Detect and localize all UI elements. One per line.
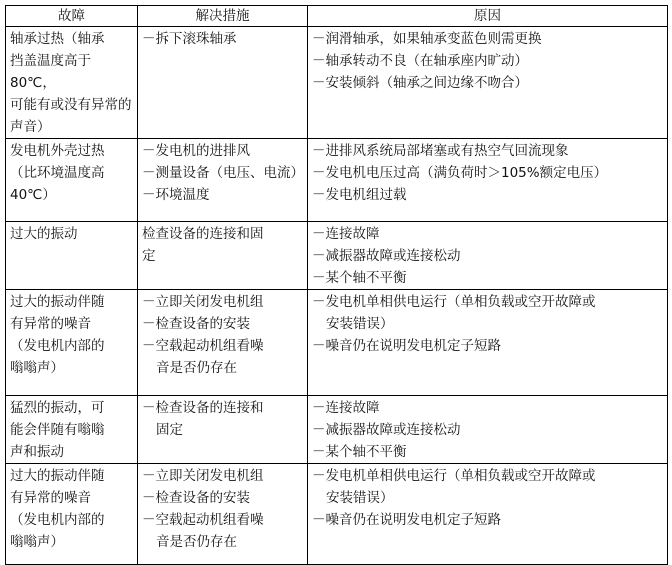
cause-cell (308, 396, 668, 464)
solution-cell (138, 139, 308, 222)
cause-text-line: －某个轴不平衡 (312, 444, 407, 460)
solution-text-line: 定 (142, 248, 156, 264)
cause-text-line: 安装错误） (326, 490, 394, 506)
fault-text-line: 过大的振动 (10, 226, 78, 242)
solution-text-line: －检查设备的安装 (142, 316, 250, 332)
fault-table (5, 5, 668, 565)
fault-text-line: 有异常的噪音 (10, 316, 91, 332)
fault-text-line: （发电机内部的 (10, 338, 105, 354)
table-body (6, 27, 668, 565)
cause-text-line: －连接故障 (312, 226, 380, 242)
solution-text-line: －立即关闭发电机组 (142, 294, 264, 310)
table-row (6, 396, 668, 464)
solution-text-line: －检查设备的连接和 (142, 400, 264, 416)
cause-text-line: －发电机单相供电运行（单相负载或空开故障或 (312, 294, 596, 310)
cause-cell (308, 464, 668, 565)
fault-cell (6, 139, 138, 222)
fault-text-line: 可能有或没有异常的 (10, 97, 132, 113)
fault-text-line: 声和振动 (10, 444, 64, 460)
header-cause: 原因 (308, 6, 668, 27)
cause-text-line: －某个轴不平衡 (312, 270, 407, 286)
solution-text-line: 音是否仍存在 (156, 534, 237, 550)
cause-text-line: －减振器故障或连接松动 (312, 422, 461, 438)
solution-cell (138, 290, 308, 396)
fault-text-line: 过大的振动伴随 (10, 294, 105, 310)
solution-text-line: 检查设备的连接和固 (142, 226, 264, 242)
fault-text-line: 挡盖温度高于80℃， (10, 53, 91, 91)
solution-text-line: －立即关闭发电机组 (142, 468, 264, 484)
fault-text-line: 轴承过热（轴承 (10, 31, 105, 47)
solution-cell (138, 396, 308, 464)
cause-text-line: －轴承转动不良（在轴承座内旷动） (312, 53, 528, 69)
cause-text-line: －进排风系统局部堵塞或有热空气回流现象 (312, 143, 569, 159)
fault-text-line: 40℃） (10, 187, 56, 203)
cause-text-line: －安装倾斜（轴承之间边缘不吻合） (312, 75, 528, 91)
table-header (6, 6, 668, 27)
fault-text-line: 嗡嗡声） (10, 360, 64, 376)
header-fault: 故障 (6, 6, 138, 27)
table-row (6, 27, 668, 139)
solution-cell (138, 464, 308, 565)
cause-text-line: －减振器故障或连接松动 (312, 248, 461, 264)
table-row (6, 139, 668, 222)
solution-text-line: －空载起动机组看噪 (142, 338, 264, 354)
header-solution: 解决措施 (138, 6, 308, 27)
cause-cell (308, 27, 668, 139)
fault-cell (6, 290, 138, 396)
fault-text-line: 能会伴随有嗡嗡 (10, 422, 105, 438)
cause-cell (308, 139, 668, 222)
solution-text-line: －测量设备（电压、电流） (142, 165, 304, 181)
solution-text-line: －环境温度 (142, 187, 210, 203)
solution-text-line: 音是否仍存在 (156, 360, 237, 376)
cause-text-line: －噪音仍在说明发电机定子短路 (312, 512, 501, 528)
fault-cell (6, 222, 138, 290)
cause-text-line: －发电机单相供电运行（单相负载或空开故障或 (312, 468, 596, 484)
header-row (6, 6, 668, 27)
fault-text-line: 声音） (10, 119, 51, 135)
solution-text-line: 固定 (156, 422, 183, 438)
solution-text-line: －空载起动机组看噪 (142, 512, 264, 528)
solution-cell (138, 27, 308, 139)
fault-text-line: （比环境温度高 (10, 165, 105, 181)
solution-text-line: －发电机的进排风 (142, 143, 250, 159)
solution-text-line: －拆下滚珠轴承 (142, 31, 237, 47)
fault-cell (6, 27, 138, 139)
cause-text-line: －发电机电压过高（满负荷时＞105%额定电压） (312, 165, 608, 181)
solution-text-line: －检查设备的安装 (142, 490, 250, 506)
cause-text-line: 安装错误） (326, 316, 394, 332)
fault-cell (6, 396, 138, 464)
fault-text-line: 有异常的噪音 (10, 490, 91, 506)
solution-cell (138, 222, 308, 290)
fault-text-line: 过大的振动伴随 (10, 468, 105, 484)
cause-text-line: －发电机组过载 (312, 187, 407, 203)
fault-text-line: （发电机内部的 (10, 512, 105, 528)
cause-text-line: －润滑轴承，如果轴承变蓝色则需更换 (312, 31, 542, 47)
cause-cell (308, 222, 668, 290)
table-row (6, 464, 668, 565)
cause-text-line: －连接故障 (312, 400, 380, 416)
fault-cell (6, 464, 138, 565)
fault-text-line: 猛烈的振动，可 (10, 400, 105, 416)
fault-text-line: 发电机外壳过热 (10, 143, 105, 159)
cause-cell (308, 290, 668, 396)
fault-text-line: 嗡嗡声） (10, 534, 64, 550)
cause-text-line: －噪音仍在说明发电机定子短路 (312, 338, 501, 354)
table-row (6, 222, 668, 290)
table-row (6, 290, 668, 396)
